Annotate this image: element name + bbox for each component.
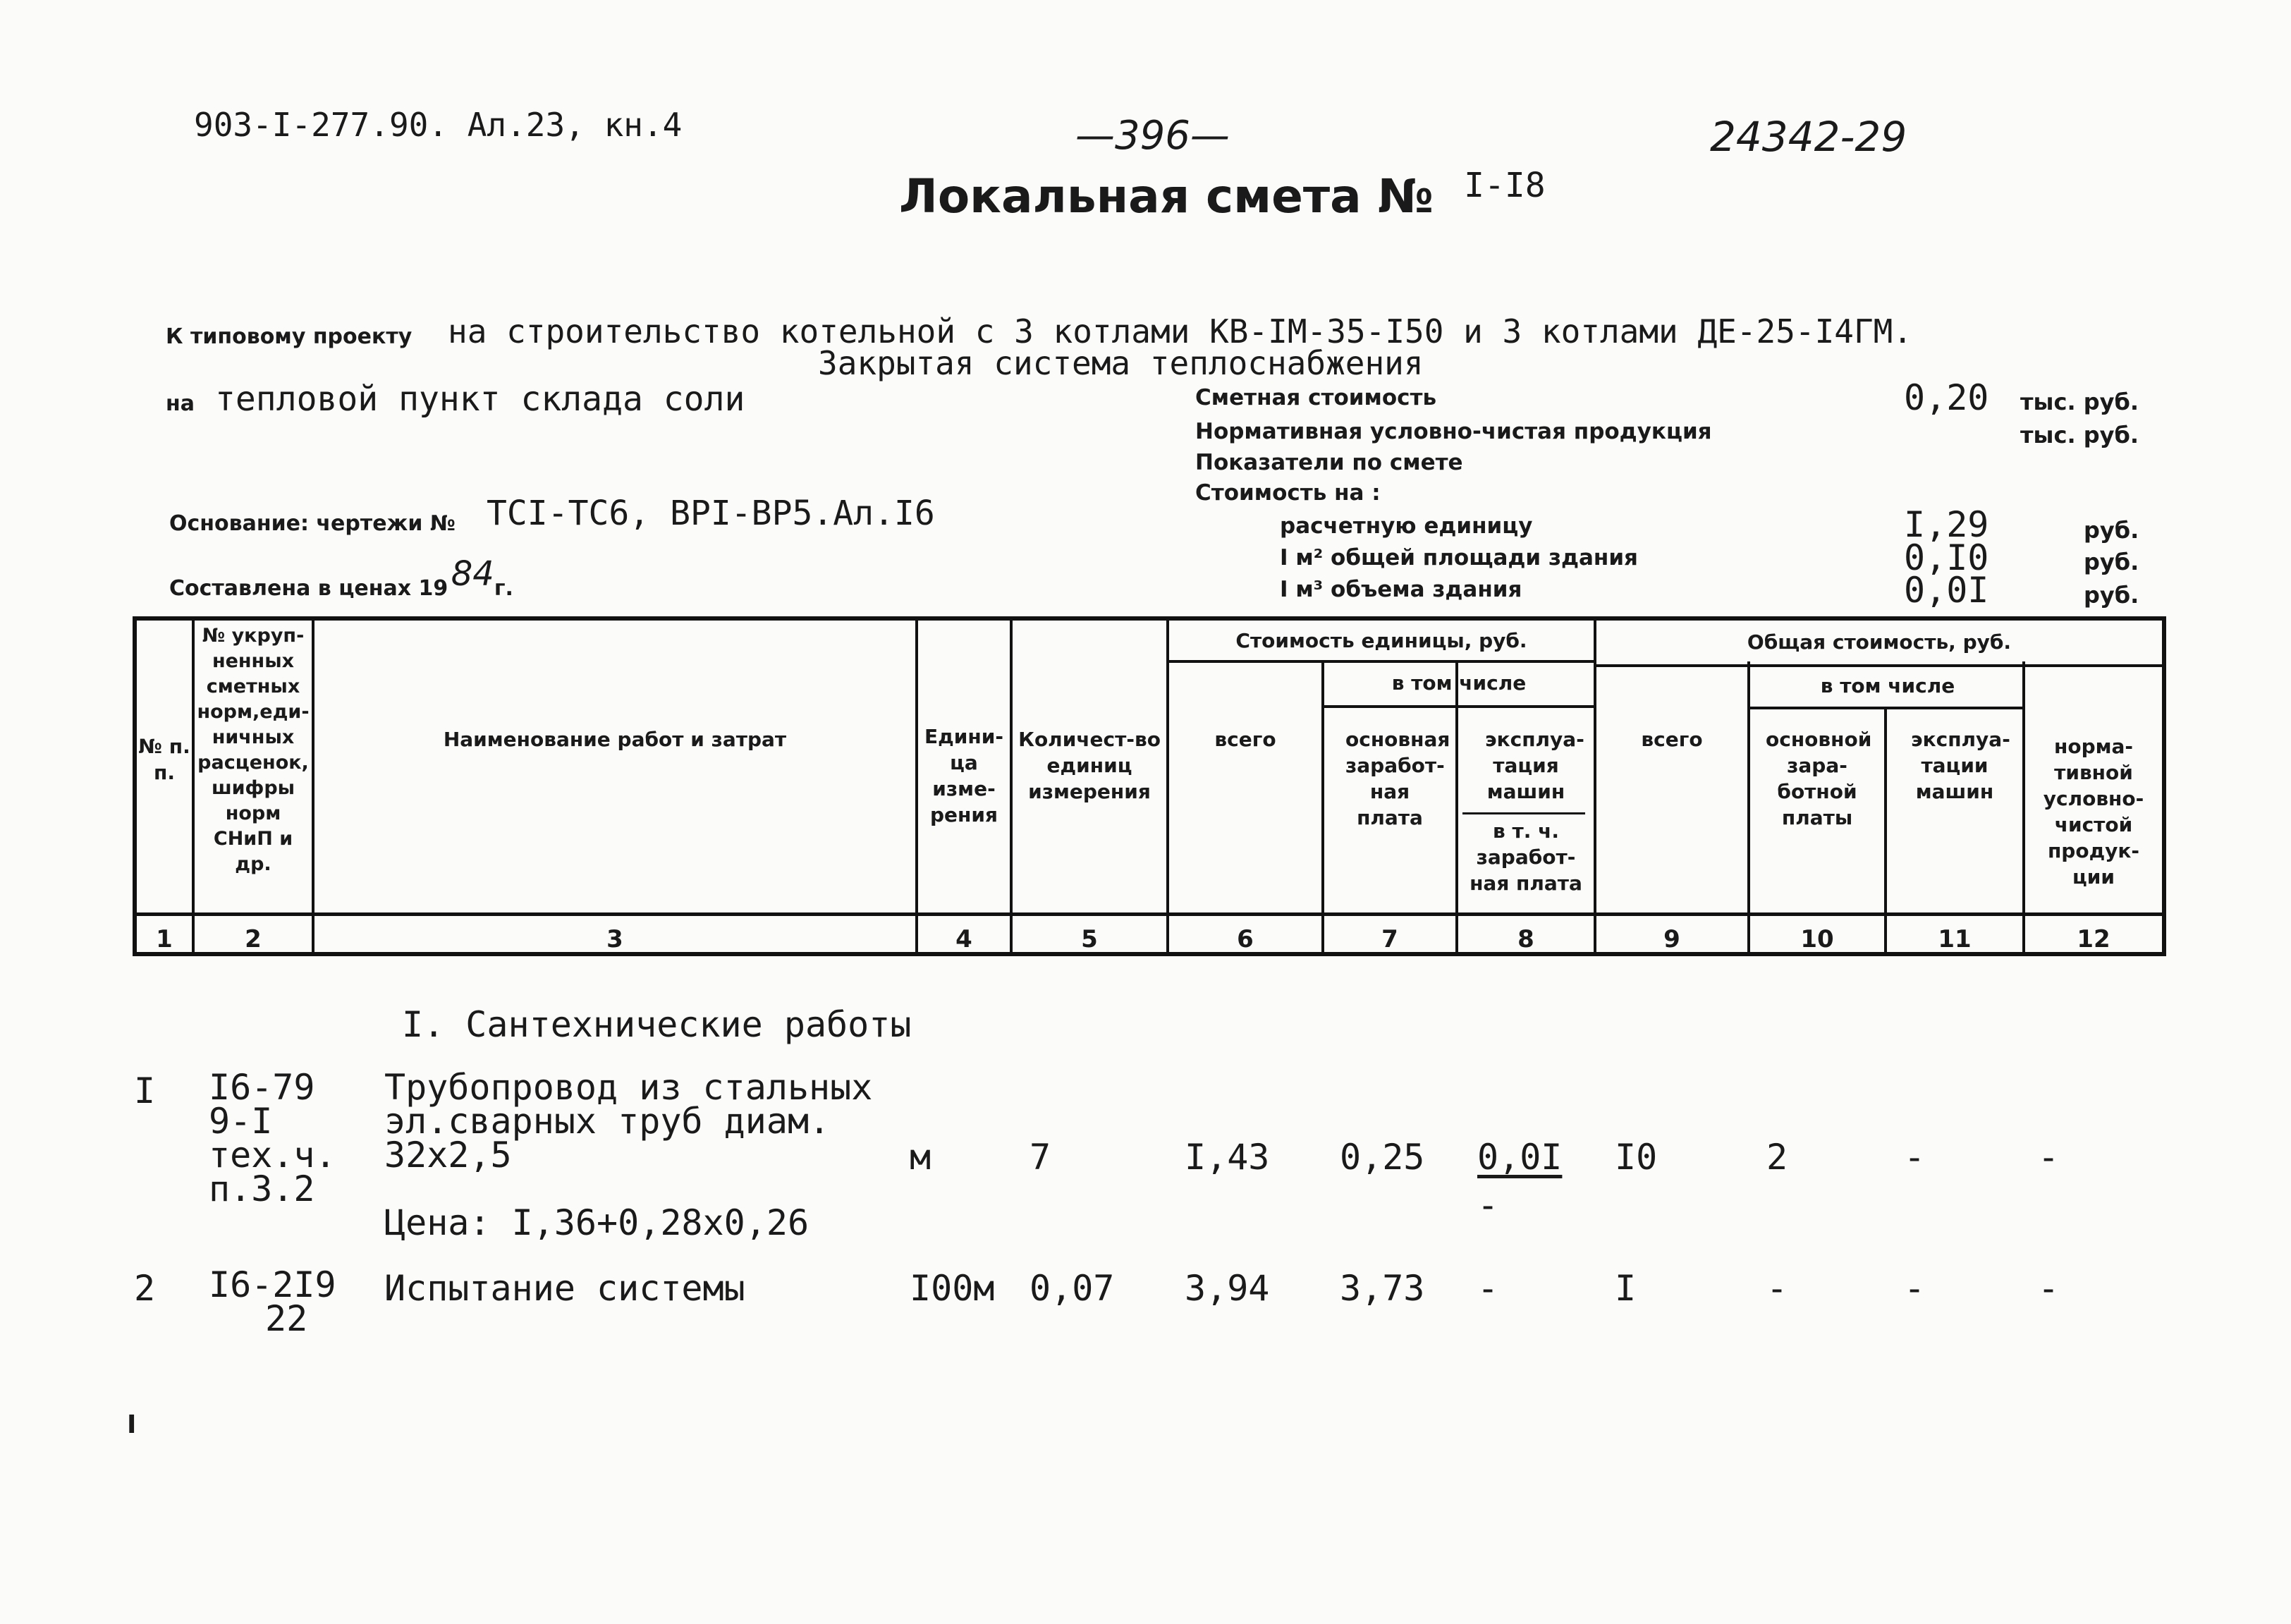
col-number-7: 7 [1381, 925, 1398, 953]
col-number-6: 6 [1237, 925, 1254, 953]
header-col-unit-wage: основная заработ-ная плата [1345, 728, 1450, 829]
header-col-total-wage: основной зара-ботной платы [1766, 728, 1872, 829]
per-unit-value: I,29 [1904, 504, 1989, 545]
row-1-unit-total: I,43 [1185, 1137, 1270, 1178]
header-col-name: Наименование работ и затрат [443, 728, 787, 751]
col-number-9: 9 [1663, 925, 1680, 953]
header-col-total-machine: эксплуа-тации машин [1911, 728, 2010, 803]
row-2-total-norm: - [2038, 1268, 2060, 1309]
header-col-total-norm: норма-тивной условно-чистой продук-ции [2043, 735, 2144, 889]
col-number-11: 11 [1938, 925, 1972, 953]
row-2-unit: I00м [910, 1268, 995, 1309]
row-1-unit: м [910, 1137, 931, 1178]
per-volume-label: I м³ объема здания [1280, 577, 1522, 602]
row-1-num: I [134, 1070, 156, 1111]
estimate-number: I-I8 [1464, 166, 1546, 205]
header-col-qty-visible: Количест-во единиц измерения [1018, 728, 1161, 803]
cost-unit: тыс. руб. [2020, 389, 2139, 415]
per-area-unit: руб. [2084, 549, 2139, 575]
col-number-2: 2 [245, 925, 262, 953]
col-number-8: 8 [1517, 925, 1534, 953]
row-1-unit-wage: 0,25 [1340, 1137, 1425, 1178]
col-number-1: 1 [156, 925, 173, 953]
row-2-unit-wage: 3,73 [1340, 1268, 1425, 1309]
norm-unit: тыс. руб. [2020, 422, 2139, 448]
col-number-10: 10 [1800, 925, 1834, 953]
row-2-total-machine: - [1904, 1268, 1926, 1309]
row-1-total-wage: 2 [1766, 1137, 1788, 1178]
row-2-code [209, 1264, 336, 1339]
indicators-label: Показатели по смете [1195, 450, 1463, 475]
header-col-unit-machine: эксплуа-тация машин [1485, 728, 1584, 803]
row-1-total-machine: - [1904, 1137, 1926, 1178]
row-1-price-note: Цена: I,36+0,28х0,26 [384, 1202, 810, 1243]
header-total-cost-group: Общая стоимость, руб. [1747, 630, 2012, 654]
row-2-num: 2 [134, 1268, 156, 1309]
estimate-table-header [133, 616, 2166, 956]
basis-value: ТСI-ТС6, ВРI-ВР5.Ал.I6 [487, 494, 935, 533]
row-2-code-line-1: I6-2I9 [209, 1264, 336, 1305]
norm-label: Нормативная условно-чистая продукция [1195, 419, 1712, 444]
project-name-line1: на строительство котельной с 3 котлами КВ-IМ-35-I50 и 3 котлами ДЕ-25-I4ГМ. [448, 312, 1913, 350]
row-1-code-line-2: 9-I [209, 1101, 273, 1142]
page-title [899, 166, 1546, 224]
per-unit-label: расчетную единицу [1280, 513, 1533, 539]
prices-label: Составлена в ценах 19 [169, 576, 448, 601]
row-1-total-norm: - [2038, 1137, 2060, 1178]
row-1-name-line-3: 32х2,5 [384, 1135, 512, 1176]
header-col-unit-machine-wage: в т. ч. заработ-ная плата [1470, 819, 1582, 895]
row-1-unit-machine-wage: - [1477, 1185, 1499, 1226]
object-label: на [166, 391, 195, 416]
sheet-number: 24342-29 [1710, 113, 1907, 161]
row-2-total: I [1615, 1268, 1637, 1309]
header-col-unit-total: всего [1214, 728, 1276, 751]
project-prefix-label: К типовому проекту [166, 324, 413, 349]
row-2-unit-total: 3,94 [1185, 1268, 1270, 1309]
object-name: тепловой пункт склада соли [215, 379, 745, 419]
per-volume-value: 0,0I [1904, 570, 1989, 611]
row-1-code [209, 1067, 364, 1209]
row-1-name [384, 1067, 873, 1176]
header-col-unit: Едини-ца изме-рения [924, 725, 1003, 826]
col-number-5: 5 [1081, 925, 1098, 953]
basis-label: Основание: чертежи № [169, 511, 456, 536]
col-number-3: 3 [606, 925, 623, 953]
per-unit-unit: руб. [2084, 517, 2139, 544]
row-1-code-line-1: I6-79 [209, 1067, 315, 1108]
header-col-num: № п. п. [138, 735, 190, 784]
prices-line [169, 554, 513, 604]
prices-year: 84 [451, 554, 494, 594]
header-incl-group1: в том числе [1391, 671, 1527, 695]
row-1-name-line-2: эл.сварных труб диам. [384, 1101, 831, 1142]
title-text: Локальная смета № [899, 169, 1434, 224]
header-incl-group2: в том числе [1820, 674, 1955, 697]
section-title: I. Сантехнические работы [402, 1004, 912, 1045]
row-1-code-line-3: тех.ч. [209, 1135, 336, 1176]
cost-per-label: Стоимость на : [1195, 480, 1381, 506]
col-number-12: 12 [2077, 925, 2110, 953]
margin-mark: I [127, 1410, 137, 1439]
header-col-code: № укруп-ненных сметных норм,еди-ничных расценок, шифры норм СНиП и др. [197, 625, 310, 875]
header-unit-cost-group: Стоимость единицы, руб. [1235, 629, 1527, 652]
per-volume-unit: руб. [2084, 582, 2139, 609]
project-name-line2: Закрытая система теплоснабжения [818, 344, 1424, 382]
row-2-name: Испытание системы [384, 1268, 745, 1309]
row-2-qty: 0,07 [1030, 1268, 1115, 1309]
per-area-label: I м² общей площади здания [1280, 545, 1638, 570]
row-2-code-line-2: 22 [265, 1298, 308, 1339]
col-number-4: 4 [955, 925, 972, 953]
prices-suffix: г. [494, 576, 513, 601]
row-1-unit-machine: 0,0I [1477, 1137, 1563, 1178]
row-1-code-line-4: п.3.2 [209, 1168, 315, 1209]
document-code: 903-I-277.90. Ал.23, кн.4 [194, 106, 683, 144]
cost-value: 0,20 [1904, 377, 1989, 418]
row-2-total-wage: - [1766, 1268, 1788, 1309]
page-number: —396— [1075, 113, 1230, 159]
row-1-name-line-1: Трубопровод из стальных [384, 1067, 873, 1108]
cost-label: Сметная стоимость [1195, 385, 1437, 410]
per-area-value: 0,I0 [1904, 537, 1989, 578]
row-1-qty: 7 [1030, 1137, 1051, 1178]
header-col-total: всего [1641, 728, 1703, 751]
row-1-total: I0 [1615, 1137, 1658, 1178]
row-2-unit-machine: - [1477, 1268, 1499, 1309]
